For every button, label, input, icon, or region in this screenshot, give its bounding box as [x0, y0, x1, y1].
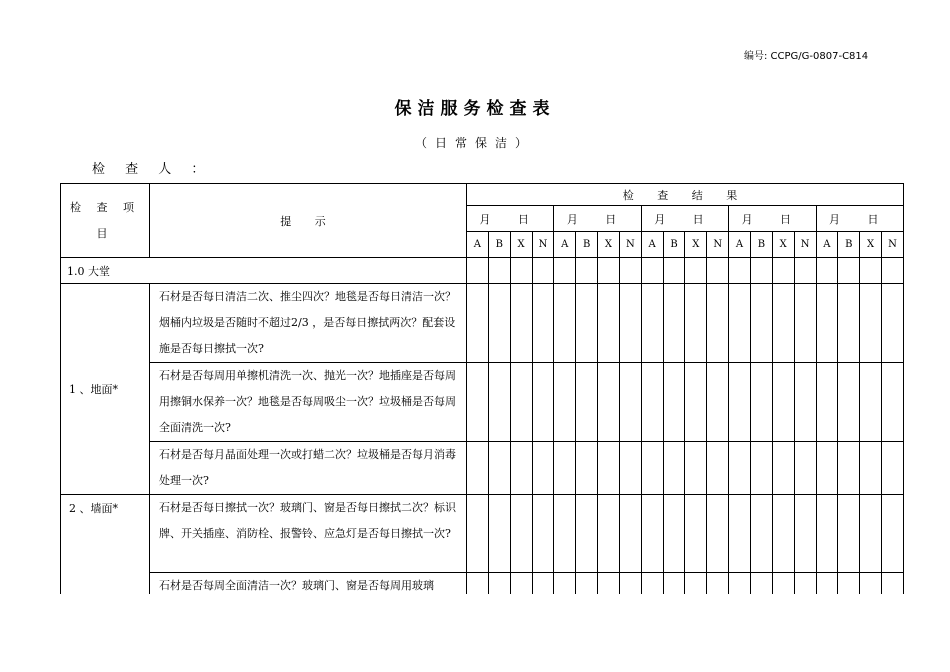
result-cell[interactable] [576, 495, 598, 573]
grade-code: N [532, 232, 554, 258]
result-cell[interactable] [554, 258, 576, 284]
result-cell[interactable] [685, 495, 707, 573]
result-cell[interactable] [554, 495, 576, 573]
result-cell[interactable] [707, 363, 729, 442]
table-row [61, 363, 904, 442]
result-cell[interactable] [707, 495, 729, 573]
result-cell[interactable] [641, 442, 663, 495]
result-cell[interactable] [860, 284, 882, 363]
result-cell[interactable] [838, 495, 860, 573]
hint-text: 石材是否每日擦拭一次？玻璃门、窗是否每日擦拭二次？标识牌、开关插座、消防栓、报警铃、应急灯是否每日擦拭一次? [150, 495, 467, 573]
result-cell[interactable] [772, 363, 794, 442]
result-cell[interactable] [510, 495, 532, 573]
result-cell[interactable] [882, 442, 904, 495]
result-cell[interactable] [619, 284, 641, 363]
result-cell[interactable] [598, 284, 620, 363]
result-cell[interactable] [467, 363, 489, 442]
result-cell[interactable] [750, 363, 772, 442]
result-cell[interactable] [729, 363, 751, 442]
page-bottom [0, 594, 950, 672]
result-cell[interactable] [838, 363, 860, 442]
result-cell[interactable] [685, 258, 707, 284]
result-cell[interactable] [794, 258, 816, 284]
result-cell[interactable] [860, 258, 882, 284]
result-cell[interactable] [619, 495, 641, 573]
result-cell[interactable] [488, 363, 510, 442]
result-cell[interactable] [488, 495, 510, 573]
result-cell[interactable] [685, 363, 707, 442]
result-cell[interactable] [663, 495, 685, 573]
result-cell[interactable] [663, 442, 685, 495]
grade-code: A [467, 232, 489, 258]
result-cell[interactable] [729, 442, 751, 495]
result-cell[interactable] [838, 442, 860, 495]
result-cell[interactable] [794, 363, 816, 442]
grade-code: X [772, 232, 794, 258]
result-cell[interactable] [750, 284, 772, 363]
grade-code: N [707, 232, 729, 258]
item-floor: 1 、地面* [61, 284, 150, 495]
result-cell[interactable] [619, 442, 641, 495]
result-cell[interactable] [772, 442, 794, 495]
result-cell[interactable] [750, 495, 772, 573]
hint-text: 石材是否每月晶面处理一次或打蜡二次？垃圾桶是否每月消毒处理一次? [150, 442, 467, 495]
grade-code: B [663, 232, 685, 258]
result-cell[interactable] [794, 284, 816, 363]
result-cell[interactable] [467, 442, 489, 495]
result-cell[interactable] [488, 258, 510, 284]
result-cell[interactable] [772, 495, 794, 573]
date-header: 月 日 [641, 206, 728, 232]
date-header: 月 日 [467, 206, 554, 232]
grade-code: A [816, 232, 838, 258]
result-cell[interactable] [467, 258, 489, 284]
date-header: 月 日 [554, 206, 641, 232]
result-cell[interactable] [532, 258, 554, 284]
result-cell[interactable] [729, 258, 751, 284]
result-cell[interactable] [510, 363, 532, 442]
page-title: 保洁服务检查表 [394, 99, 556, 119]
result-cell[interactable] [685, 442, 707, 495]
result-cell[interactable] [532, 284, 554, 363]
result-cell[interactable] [554, 442, 576, 495]
table-row [61, 495, 904, 573]
result-cell[interactable] [882, 284, 904, 363]
result-cell[interactable] [707, 258, 729, 284]
grade-code: A [729, 232, 751, 258]
date-header: 月 日 [729, 206, 816, 232]
column-header-hint: 提 示 [150, 184, 467, 258]
result-cell[interactable] [467, 495, 489, 573]
date-header: 月 日 [816, 206, 904, 232]
result-cell[interactable] [860, 495, 882, 573]
result-cell[interactable] [772, 284, 794, 363]
grade-code: B [576, 232, 598, 258]
column-header-result: 检 查 结 果 [467, 184, 904, 206]
result-cell[interactable] [882, 495, 904, 573]
result-cell[interactable] [641, 258, 663, 284]
grade-code: X [860, 232, 882, 258]
result-cell[interactable] [532, 363, 554, 442]
grade-code: X [598, 232, 620, 258]
result-cell[interactable] [488, 284, 510, 363]
result-cell[interactable] [707, 442, 729, 495]
section-row [61, 258, 904, 284]
result-cell[interactable] [532, 495, 554, 573]
grade-code: X [510, 232, 532, 258]
result-cell[interactable] [685, 284, 707, 363]
result-cell[interactable] [598, 495, 620, 573]
result-cell[interactable] [619, 258, 641, 284]
column-header-item: 检 查 项 目 [61, 184, 150, 258]
grade-code: N [882, 232, 904, 258]
table-row [61, 284, 904, 363]
grade-code: N [619, 232, 641, 258]
result-cell[interactable] [750, 442, 772, 495]
table-row [61, 442, 904, 495]
item-wall: 2 、墙面* [61, 495, 150, 633]
result-cell[interactable] [860, 363, 882, 442]
result-cell[interactable] [598, 363, 620, 442]
result-cell[interactable] [860, 442, 882, 495]
grade-code: X [685, 232, 707, 258]
inspector-label: 检 查 人 ： [92, 162, 213, 177]
result-cell[interactable] [510, 442, 532, 495]
result-cell[interactable] [554, 284, 576, 363]
result-cell[interactable] [576, 258, 598, 284]
result-cell[interactable] [838, 284, 860, 363]
result-cell[interactable] [488, 442, 510, 495]
result-cell[interactable] [598, 442, 620, 495]
result-cell[interactable] [641, 363, 663, 442]
result-cell[interactable] [816, 284, 838, 363]
result-cell[interactable] [816, 363, 838, 442]
grade-code: B [750, 232, 772, 258]
result-cell[interactable] [554, 363, 576, 442]
result-cell[interactable] [750, 258, 772, 284]
document-code: 编号: CCPG/G-0807-C814 [744, 51, 869, 62]
inspection-table [60, 183, 904, 633]
result-cell[interactable] [882, 363, 904, 442]
result-cell[interactable] [619, 363, 641, 442]
result-cell[interactable] [794, 495, 816, 573]
grade-code: B [838, 232, 860, 258]
result-cell[interactable] [576, 284, 598, 363]
result-cell[interactable] [467, 284, 489, 363]
result-cell[interactable] [576, 442, 598, 495]
result-cell[interactable] [663, 363, 685, 442]
result-cell[interactable] [641, 284, 663, 363]
result-cell[interactable] [532, 442, 554, 495]
page-subtitle: （日常保洁） [414, 136, 535, 150]
result-cell[interactable] [729, 284, 751, 363]
grade-code: A [554, 232, 576, 258]
grade-code: N [794, 232, 816, 258]
result-cell[interactable] [816, 258, 838, 284]
grade-code: B [488, 232, 510, 258]
result-cell[interactable] [816, 442, 838, 495]
result-cell[interactable] [663, 284, 685, 363]
result-cell[interactable] [882, 258, 904, 284]
result-cell[interactable] [641, 495, 663, 573]
hint-text: 石材是否每日清洁二次、推尘四次？地毯是否每日清洁一次？烟桶内垃圾是否随时不超过2/3 ，是否每日擦拭两次？配套设施是否每日擦拭一次? [150, 284, 467, 363]
result-cell[interactable] [576, 363, 598, 442]
result-cell[interactable] [816, 495, 838, 573]
result-cell[interactable] [729, 495, 751, 573]
section-lobby: 1.0 大堂 [61, 258, 467, 284]
grade-code: A [641, 232, 663, 258]
result-cell[interactable] [772, 258, 794, 284]
result-cell[interactable] [598, 258, 620, 284]
result-cell[interactable] [838, 258, 860, 284]
result-cell[interactable] [707, 284, 729, 363]
result-cell[interactable] [794, 442, 816, 495]
result-cell[interactable] [663, 258, 685, 284]
hint-text: 石材是否每周全面清洁一次？玻璃门、窗是否每周用玻璃 [150, 573, 467, 633]
result-cell[interactable] [510, 258, 532, 284]
hint-text: 石材是否每周用单擦机清洗一次、抛光一次？地插座是否每周用擦铜水保养一次？地毯是否每周吸尘一次？垃圾桶是否每周全面清洗一次? [150, 363, 467, 442]
result-cell[interactable] [510, 284, 532, 363]
